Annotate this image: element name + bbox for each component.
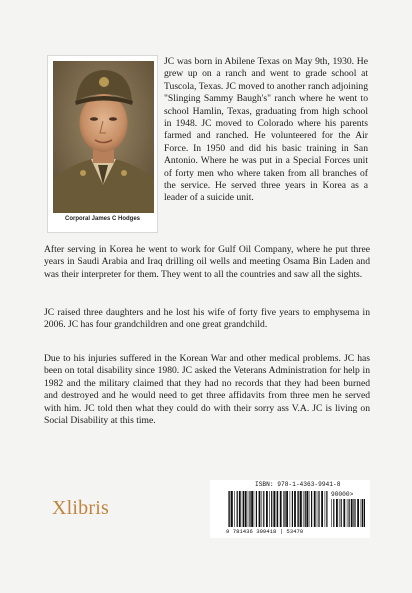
bio-paragraph-1: JC was born in Abilene Texas on May 9th, 1930. He grew up on a ranch and went to grade school at Tuscola, Texas. JC moved to another ranch adjoining "Slinging Sammy Baugh's" ranch where he went to school Hamlin, Texas, graduating from high school in 1948. JC moved to Colorado where his parents farmed and ranched. He volunteered for the Air Force. In 1950 and did his basic training in San Antonio. Where he was put in a Special Forces unit of forty men who where taken from all branches of the service. He served three years in Korea as a leader of a suicide unit. [164,56,368,204]
isbn-barcode [210,480,370,538]
isbn-label: ISBN: 978-1-4363-9941-8 [255,481,341,488]
soldier-portrait-image [53,61,154,213]
bio-paragraph-3: JC raised three daughters and he lost his wife of forty five years to emphysema in 2006. JC has four grandchildren and one great grandchild. [44,307,370,331]
author-photo-frame [47,55,158,233]
barcode-addon-bars-icon [331,499,365,527]
barcode-bars-icon [228,491,328,527]
bio-paragraph-4: Due to his injuries suffered in the Korean War and other medical problems. JC has been on total disability since 1980. JC asked the Veterans Administration for help in 1982 and the military claimed that they had no records that they had been burned and destroyed and he would need to get three affidavits from three men he served with him. JC told then what they could do with their sorry ass V.A. JC is living on Social Disability at this time. [44,353,370,427]
bio-paragraph-2: After serving in Korea he went to work for Gulf Oil Company, where he put three years in Saudi Arabia and Iraq drilling oil wells and meeting Osama Bin Laden and was their interpreter for them. They went to all the countries and saw all the sights. [44,244,370,280]
barcode-digits: 9 781436 399418 | 53470 [226,528,304,535]
price-code: 90000> [331,491,354,498]
publisher-logo: Xlibris [52,497,109,519]
photo-caption: Corporal James C Hodges [64,216,141,222]
author-photo [53,61,154,213]
